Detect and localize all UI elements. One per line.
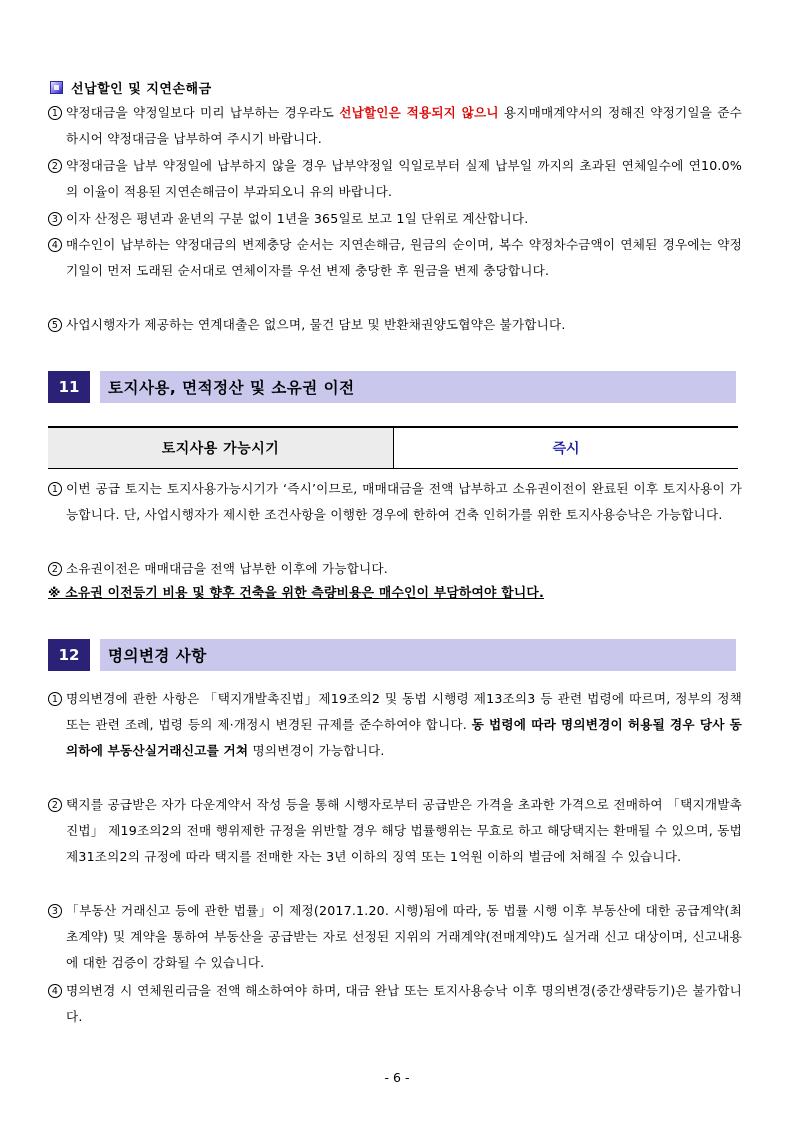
prepay-subheading-text: 선납할인 및 지연손해금 (71, 82, 212, 97)
circled-number: 1 (48, 692, 62, 706)
section-11-item-1: 1 이번 공급 토지는 토지사용가능시기가 ‘즉시’이므로, 매매대금을 전액 납부하고 소유권이전이 완료된 이후 토지사용이 가능합니다. 단, 사업시행자가 제시한 조건사항을 이행한 경우에 한하여 건축 인허가를 위한 토지사용승낙은 가능합니다. (48, 476, 742, 528)
prepay-item-4: 4 매수인이 납부하는 약정대금의 변제충당 순서는 지연손해금, 원금의 순이며, 복수 약정차수금액이 연체된 경우에는 약정기일이 먼저 도래된 순서대로 연체이자를 우선 변제 충당한 후 원금을 변제 충당합니다. (48, 232, 742, 284)
section-number: 12 (48, 639, 90, 671)
prepay-item-2: 2 약정대금을 납부 약정일에 납부하지 않을 경우 납부약정일 익일로부터 실제 납부일 까지의 초과된 연체일수에 연10.0%의 이율이 적용된 지연손해금이 부과되오니 유의 바랍니다. (48, 153, 742, 205)
prepay-item-3: 3 이자 산정은 평년과 윤년의 구분 없이 1년을 365일로 보고 1일 단위로 계산합니다. (48, 206, 742, 232)
circled-number: 4 (48, 984, 62, 998)
highlight-red-text: 선납할인은 적용되지 않으니 (339, 105, 499, 120)
circled-number: 5 (48, 318, 62, 332)
circled-number: 1 (48, 106, 62, 120)
land-use-value-cell: 즉시 (552, 441, 580, 457)
square-bullet-icon (50, 81, 63, 94)
section-12-item-3: 3 「부동산 거래신고 등에 관한 법률」이 제정(2017.1.20. 시행)됨에 따라, 동 법률 시행 이후 부동산에 대한 공급계약(최초계약) 및 계약을 통하여 부동산을 공급받는 자로 선정된 지위의 거래계약(전매계약)도 실거래 신고 대상이며, 신고내용에 대한 검증이 강화될 수 있습니다. (48, 898, 742, 976)
ownership-cost-note: ※ 소유권 이전등기 비용 및 향후 건축을 위한 측량비용은 매수인이 부담하여야 합니다. (48, 586, 545, 601)
bold-text: 동 법령에 따라 명의변경이 허용될 경우 당사 동의하에 부동산실거래신고를 거쳐 (66, 717, 742, 758)
circled-number: 2 (48, 562, 62, 576)
section-title: 토지사용, 면적정산 및 소유권 이전 (100, 371, 736, 403)
section-11-item-2: 2 소유권이전은 매매대금을 전액 납부한 이후에 가능합니다. (48, 556, 742, 582)
circled-number: 2 (48, 159, 62, 173)
circled-number: 1 (48, 482, 62, 496)
page-number: - 6 - (384, 1070, 410, 1085)
section-12-header (48, 639, 736, 671)
prepay-subheading (50, 78, 212, 97)
section-12-item-1: 1 명의변경에 관한 사항은 「택지개발촉진법」제19조의2 및 동법 시행령 제13조의3 등 관련 법령에 따르며, 정부의 정책 또는 관련 조례, 법령 등의 제·개정시 변경된 규제를 준수하여야 합니다. 동 법령에 따라 명의변경이 허용될 경우 당사 동의하에 부동산실거래신고를 거쳐 명의변경이 가능합니다. (48, 686, 742, 764)
circled-number: 3 (48, 904, 62, 918)
circled-number: 4 (48, 238, 62, 252)
land-use-label-cell: 토지사용 가능시기 (48, 428, 394, 468)
circled-number: 3 (48, 212, 62, 226)
land-use-table (48, 426, 738, 469)
section-11-header (48, 371, 736, 403)
section-title: 명의변경 사항 (100, 639, 736, 671)
section-12-item-2: 2 택지를 공급받은 자가 다운계약서 작성 등을 통해 시행자로부터 공급받은 가격을 초과한 가격으로 전매하여 「택지개발촉진법」 제19조의2의 전매 행위제한 규정을 위반할 경우 해당 법률행위는 무효로 하고 해당택지는 환매될 수 있으며, 동법 제31조의2의 규정에 따라 택지를 전매한 자는 3년 이하의 징역 또는 1억원 이하의 벌금에 처해질 수 있습니다. (48, 792, 742, 870)
section-12-item-4: 4 명의변경 시 연체원리금을 전액 해소하여야 하며, 대금 완납 또는 토지사용승낙 이후 명의변경(중간생략등기)은 불가합니다. (48, 978, 742, 1030)
section-number: 11 (48, 371, 90, 403)
prepay-item-1: 1 약정대금을 약정일보다 미리 납부하는 경우라도 선납할인은 적용되지 않으니 용지매매계약서의 정해진 약정기일을 준수하시어 약정대금을 납부하여 주시기 바랍니다. (48, 100, 742, 152)
prepay-item-5: 5 사업시행자가 제공하는 연계대출은 없으며, 물건 담보 및 반환채권양도협약은 불가합니다. (48, 312, 742, 338)
circled-number: 2 (48, 798, 62, 812)
